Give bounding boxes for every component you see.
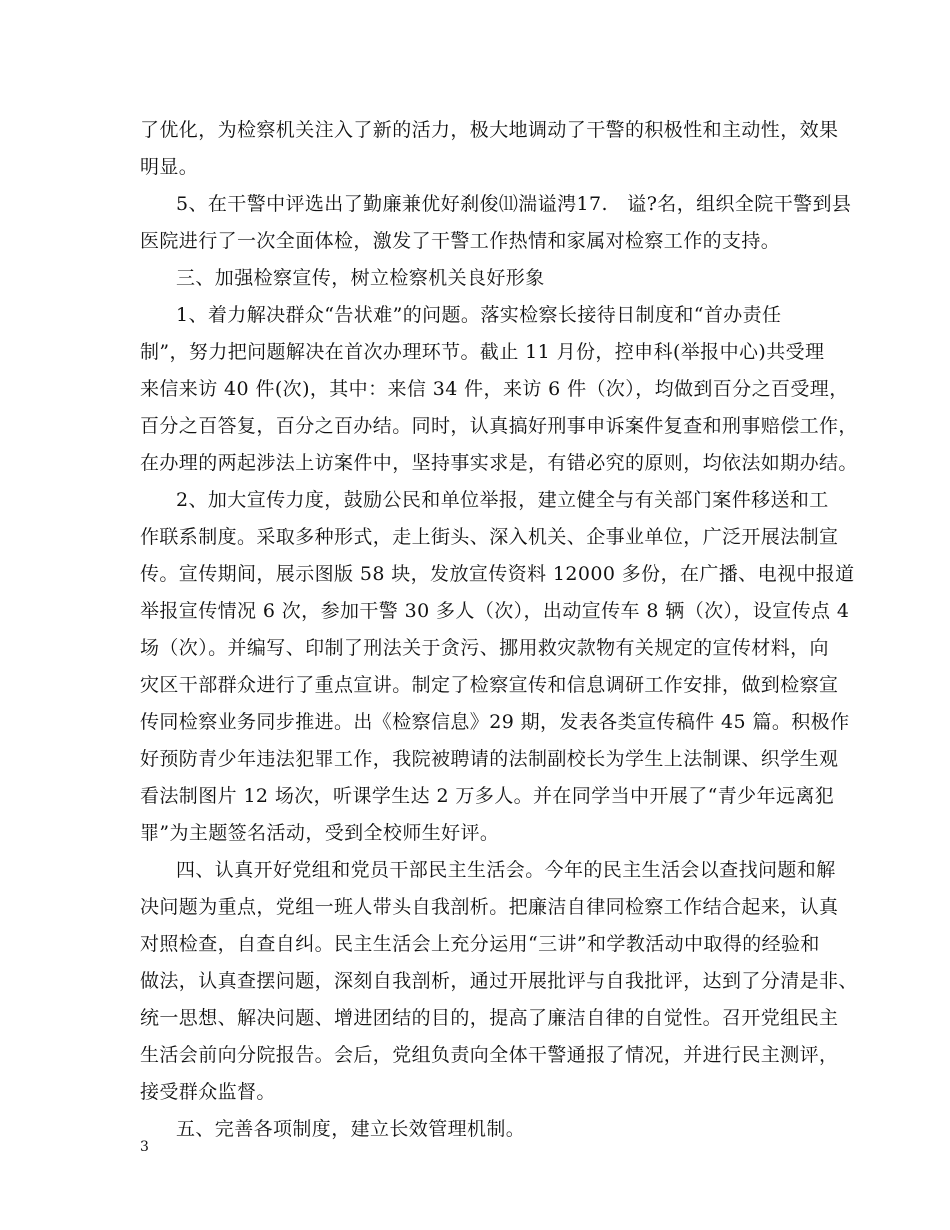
- text-line: 作联系制度。采取多种形式，走上街头、深入机关、企事业单位，广泛开展法制宣: [140, 526, 839, 548]
- text-line: 了优化，为检察机关注入了新的活力，极大地调动了干警的积极性和主动性，效果: [140, 119, 839, 141]
- text-line: 医院进行了一次全面体检，激发了干警工作热情和家属对检察工作的支持。: [140, 230, 781, 252]
- section-heading: 三、加强检察宣传，树立检察机关良好形象: [176, 267, 545, 289]
- text-line: 举报宣传情况 6 次，参加干警 30 多人（次），出动宣传车 8 辆（次），设宣传点 4: [140, 600, 850, 622]
- text-line: 传。宣传期间，展示图版 58 块，发放宣传资料 12000 多份，在广播、电视中报道: [140, 563, 855, 585]
- text-line: 场（次）。并编写、印制了刑法关于贪污、挪用救灾款物有关规定的宣传材料，向: [140, 637, 829, 659]
- text-line: 对照检查，自查自纠。民主生活会上充分运用“三讲”和学教活动中取得的经验和: [140, 933, 820, 955]
- section-heading: 四、认真开好党组和党员干部民主生活会。今年的民主生活会以查找问题和解: [176, 859, 836, 881]
- section-heading: 五、完善各项制度，建立长效管理机制。: [176, 1118, 526, 1140]
- text-line: 明显。: [140, 156, 199, 178]
- text-line: 做法，认真查摆问题，深刻自我剖析，通过开展批评与自我批评，达到了分清是非、: [140, 970, 858, 992]
- text-line: 罪”为主题签名活动，受到全校师生好评。: [140, 822, 500, 844]
- text-line: 2、加大宣传力度，鼓励公民和单位举报，建立健全与有关部门案件移送和工: [176, 489, 829, 511]
- text-line: 灾区干部群众进行了重点宣讲。制定了检察宣传和信息调研工作安排，做到检察宣: [140, 674, 839, 696]
- text-line: 5、在干警中评选出了勤廉兼优好刹俊⑾湍谥涄17. 谥?名，组织全院干警到县: [176, 193, 852, 215]
- text-line: 传同检察业务同步推进。出《检察信息》29 期，发表各类宣传稿件 45 篇。积极作: [140, 711, 850, 733]
- text-line: 好预防青少年违法犯罪工作，我院被聘请的法制副校长为学生上法制课、织学生观: [140, 748, 839, 770]
- page-number: 3: [140, 1139, 149, 1155]
- text-line: 决问题为重点，党组一班人带头自我剖析。把廉洁自律同检察工作结合起来，认真: [140, 896, 839, 918]
- text-line: 接受群众监督。: [140, 1081, 276, 1103]
- text-line: 百分之百答复，百分之百办结。同时，认真搞好刑事申诉案件复查和刑事赔偿工作，: [140, 415, 858, 437]
- text-line: 生活会前向分院报告。会后，党组负责向全体干警通报了情况，并进行民主测评，: [140, 1044, 839, 1066]
- text-line: 在办理的两起涉法上访案件中，坚持事实求是，有错必究的原则，均依法如期办结。: [140, 452, 858, 474]
- text-line: 制”，努力把问题解决在首次办理环节。截止 11 月份，控申科(举报中心)共受理: [140, 341, 825, 363]
- text-line: 统一思想、解决问题、增进团结的目的，提高了廉洁自律的自觉性。召开党组民主: [140, 1007, 839, 1029]
- text-line: 1、着力解决群众“告状难”的问题。落实检察长接待日制度和“首办责任: [176, 304, 782, 326]
- text-line: 来信来访 40 件(次)，其中：来信 34 件，来访 6 件（次），均做到百分之百受理，: [140, 378, 849, 400]
- text-line: 看法制图片 12 场次，听课学生达 2 万多人。并在同学当中开展了“青少年远离犯: [140, 785, 835, 807]
